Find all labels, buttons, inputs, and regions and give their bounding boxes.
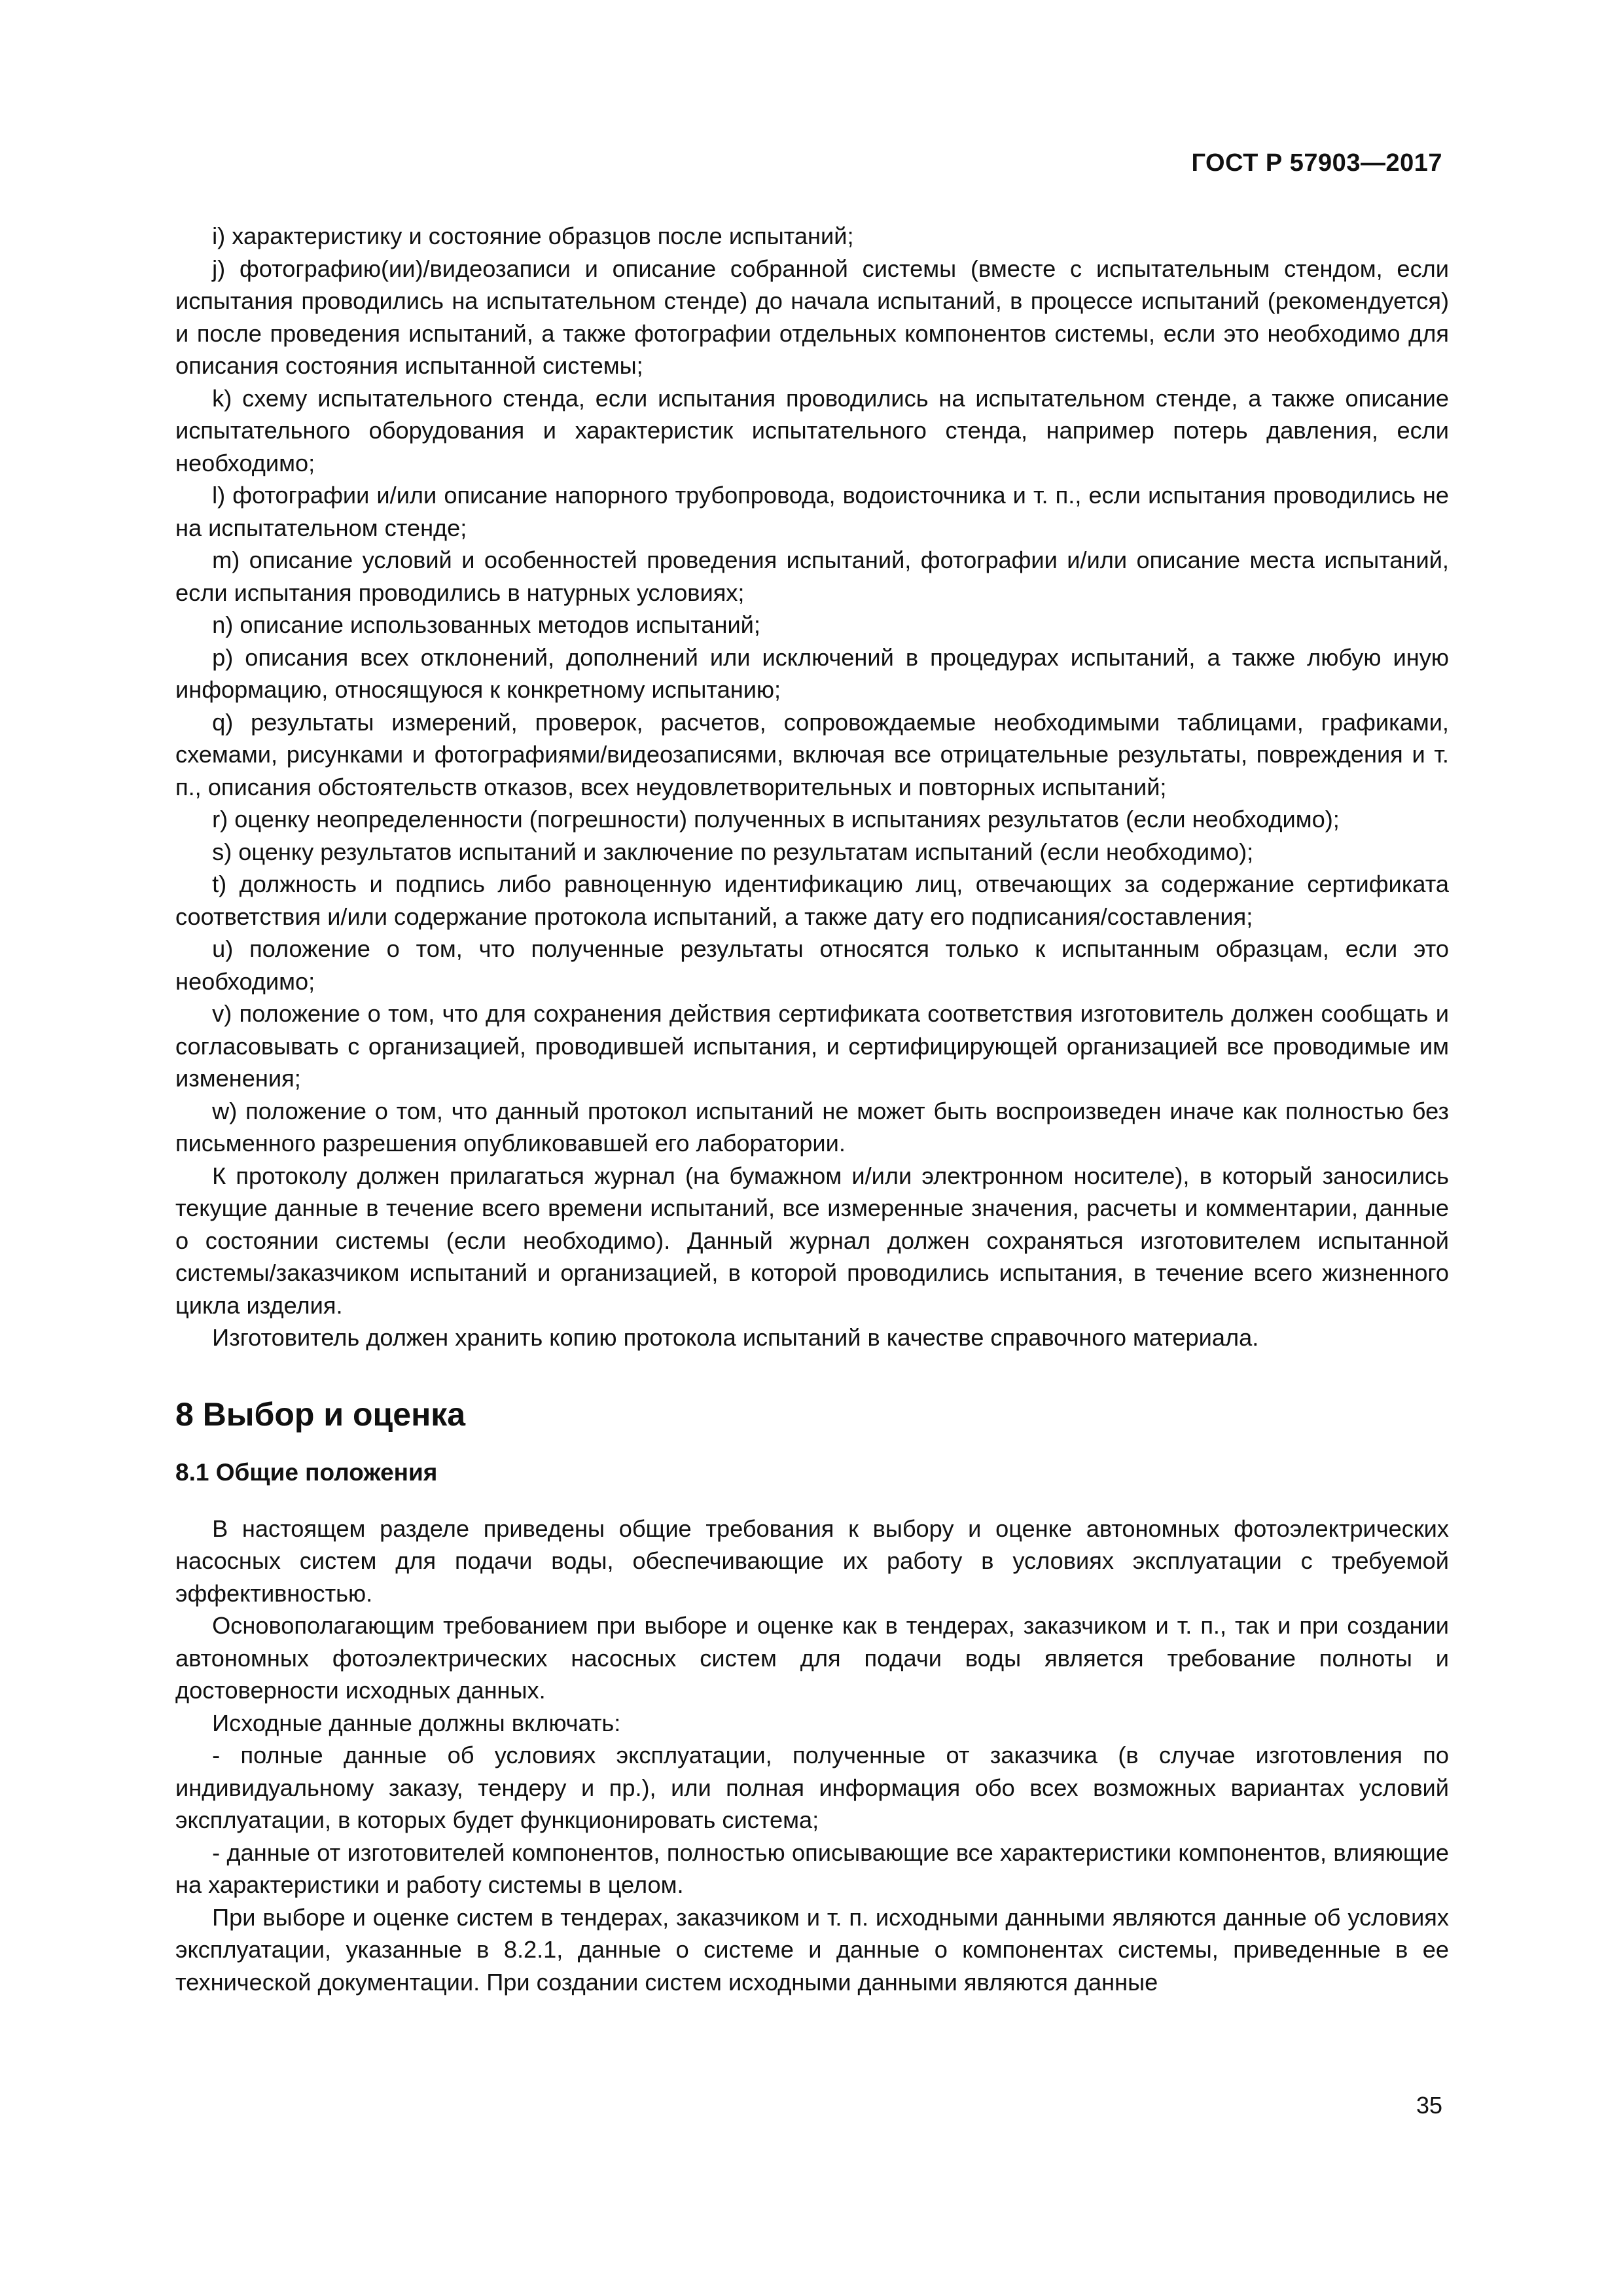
section-title: 8 Выбор и оценка [175, 1395, 466, 1433]
list-item-t: t) должность и подпись либо равноценную идентификацию лиц, отвечающих за содержание сертификата соответствия и/или содержание протокола испытаний, а также дату его подписания/составления; [175, 870, 1449, 930]
document-body [175, 220, 1449, 1998]
bullet-operating-conditions: - полные данные об условиях эксплуатации, полученные от заказчика (в случае изготовления по индивидуальному заказу, тендеру и пр.), или полная информация обо всех возможных вариантах условий эксплуатации, в которых будет функционировать система; [175, 1742, 1449, 1833]
list-item-l: l) фотографии и/или описание напорного трубопровода, водоисточника и т. п., если испытания проводились не на испытательном стенде; [175, 482, 1449, 541]
list-item-q: q) результаты измерений, проверок, расчетов, сопровождаемые необходимыми таблицами, графиками, схемами, рисунками и фотографиями/видеозаписями, включая все отрицательные результаты, повреждения и т. п., описания обстоятельств отказов, всех неудовлетворительных и повторных испытаний; [175, 708, 1449, 800]
paragraph-basic-requirement: Основополагающим требованием при выборе и оценке как в тендерах, заказчиком и т. п., так и при создании автономных фотоэлектрических насосных систем для подачи воды является требование полноты и достоверности исходных данных. [175, 1612, 1449, 1704]
paragraph-copy-storage: Изготовитель должен хранить копию протокола испытаний в качестве справочного материала. [212, 1324, 1259, 1351]
list-item-u: u) положение о том, что полученные результаты относятся только к испытанным образцам, если это необходимо; [175, 935, 1449, 995]
list-item-k: k) схему испытательного стенда, если испытания проводились на испытательном стенде, а также описание испытательного оборудования и характеристик испытательного стенда, например потерь давления, если необходимо; [175, 384, 1449, 476]
list-item-r: r) оценку неопределенности (погрешности) полученных в испытаниях результатов (если необходимо); [212, 806, 1340, 833]
paragraph-section-intro: В настоящем разделе приведены общие требования к выбору и оценке автономных фотоэлектрических насосных систем для подачи воды, обеспечивающие их работу в условиях эксплуатации с требуемой эффективностью. [175, 1515, 1449, 1607]
page-number: 35 [1416, 2092, 1442, 2119]
paragraph-tender-input-data: При выборе и оценке систем в тендерах, заказчиком и т. п. исходными данными являются данные об условиях эксплуатации, указанные в 8.2.1, данные о системе и данные о компонентах системы, приведенные в ее технической документации. При создании систем исходными данными являются данные [175, 1903, 1449, 1996]
list-item-m: m) описание условий и особенностей проведения испытаний, фотографии и/или описание места испытаний, если испытания проводились в натурных условиях; [175, 547, 1449, 606]
list-item-s: s) оценку результатов испытаний и заключение по результатам испытаний (если необходимо); [212, 838, 1254, 865]
list-item-n: n) описание использованных методов испытаний; [212, 611, 760, 638]
document-code-header: ГОСТ Р 57903—2017 [1191, 149, 1442, 177]
list-item-v: v) положение о том, что для сохранения действия сертификата соответствия изготовитель должен сообщать и согласовывать с организацией, проводившей испытания, и сертифицирующей организацией все проводимые им изменения; [175, 1000, 1449, 1092]
list-item-i: i) характеристику и состояние образцов после испытаний; [212, 223, 854, 249]
subsection-title: 8.1 Общие положения [175, 1458, 438, 1486]
bullet-component-data: - данные от изготовителей компонентов, полностью описывающие все характеристики компонентов, влияющие на характеристики и работу системы в целом. [175, 1839, 1449, 1898]
list-item-p: p) описания всех отклонений, дополнений или исключений в процедурах испытаний, а также любую иную информацию, относящуюся к конкретному испытанию; [175, 643, 1449, 703]
paragraph-input-data-lead: Исходные данные должны включать: [212, 1709, 621, 1736]
paragraph-journal: К протоколу должен прилагаться журнал (на бумажном и/или электронном носителе), в который заносились текущие данные в течение всего времени испытаний, все измеренные значения, расчеты и комментарии, данные о состоянии системы (если необходимо). Данный журнал должен сохраняться изготовителем испытанной системы/заказчиком испытаний и организацией, в которой проводились испытания, в течение всего жизненного цикла изделия. [175, 1162, 1449, 1319]
list-item-j: j) фотографию(ии)/видеозаписи и описание собранной системы (вместе с испытательным стендом, если испытания проводились на испытательном стенде) до начала испытаний, в процессе испытаний (рекомендуется) и после проведения испытаний, а также фотографии отдельных компонентов системы, если это необходимо для описания состояния испытанной системы; [175, 255, 1449, 379]
list-item-w: w) положение о том, что данный протокол испытаний не может быть воспроизведен иначе как полностью без письменного разрешения опубликовавшей его лаборатории. [175, 1097, 1449, 1157]
